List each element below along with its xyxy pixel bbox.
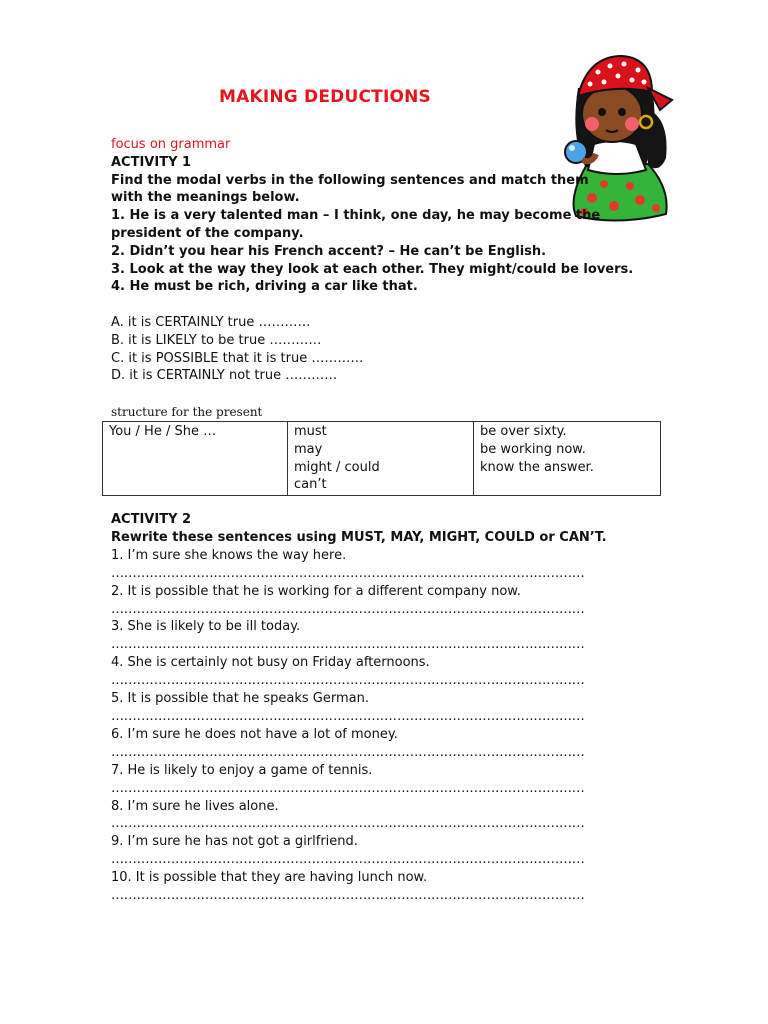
activity-1-sentence-line: 1. He is a very talented man – I think, one day, he may become the: [111, 208, 601, 224]
activity-1-sentence-line: 2. Didn’t you hear his French accent? – He can’t be English.: [111, 243, 547, 259]
answer-line[interactable]: …………………………………………………………………………………………………: [111, 780, 585, 796]
answer-line[interactable]: …………………………………………………………………………………………………: [111, 673, 585, 689]
exercise-item: 3. She is likely to be ill today.: [111, 619, 301, 635]
meaning-item: C. it is POSSIBLE that it is true …………: [111, 350, 364, 366]
meanings-list: [111, 314, 671, 385]
structure-subject-cell: [103, 422, 288, 496]
structure-caption: structure for the present: [111, 405, 263, 419]
answer-line[interactable]: …………………………………………………………………………………………………: [111, 744, 585, 760]
exercise-item: 8. I’m sure he lives alone.: [111, 798, 279, 814]
structure-verb: be working now.: [480, 441, 586, 457]
activity-1-sentence-line: 4. He must be rich, driving a car like that.: [111, 279, 418, 295]
meaning-item: B. it is LIKELY to be true …………: [111, 332, 322, 348]
exercise-item: 7. He is likely to enjoy a game of tennis.: [111, 762, 373, 778]
structure-verb: know the answer.: [480, 459, 594, 475]
structure-modal: can’t: [294, 477, 327, 493]
structure-modal: might / could: [294, 459, 380, 475]
exercise-item: 2. It is possible that he is working for a different company now.: [111, 583, 521, 599]
answer-line[interactable]: …………………………………………………………………………………………………: [111, 816, 585, 832]
activity-1-instruction-line: with the meanings below.: [111, 190, 300, 206]
structure-modal: may: [294, 441, 323, 457]
activity-2-section: [111, 511, 671, 905]
answer-line[interactable]: …………………………………………………………………………………………………: [111, 708, 585, 724]
activity-1-sentence-line: president of the company.: [111, 225, 304, 241]
activity-1-sentence-line: 3. Look at the way they look at each other. They might/could be lovers.: [111, 261, 634, 277]
exercise-item: 1. I’m sure she knows the way here.: [111, 547, 347, 563]
answer-line[interactable]: …………………………………………………………………………………………………: [111, 852, 585, 868]
exercise-item: 6. I’m sure he does not have a lot of money.: [111, 726, 398, 742]
structure-modal-cell: [288, 422, 474, 496]
answer-line[interactable]: …………………………………………………………………………………………………: [111, 565, 585, 581]
answer-line[interactable]: …………………………………………………………………………………………………: [111, 888, 585, 904]
answer-line[interactable]: …………………………………………………………………………………………………: [111, 601, 585, 617]
exercise-item: 4. She is certainly not busy on Friday afternoons.: [111, 655, 430, 671]
page-title: MAKING DEDUCTIONS: [218, 87, 432, 107]
activity-2-heading: ACTIVITY 2: [111, 512, 192, 527]
activity-1-heading: ACTIVITY 1: [111, 154, 192, 170]
activity-1-instruction-line: Find the modal verbs in the following sentences and match them: [111, 172, 589, 188]
meaning-item: D. it is CERTAINLY not true …………: [111, 368, 338, 384]
exercise-item: 10. It is possible that they are having lunch now.: [111, 870, 428, 886]
exercise-item: 5. It is possible that he speaks German.: [111, 691, 369, 707]
structure-subject: You / He / She …: [109, 424, 217, 439]
structure-verb-cell: [474, 422, 661, 496]
focus-label: focus on grammar: [111, 137, 231, 152]
structure-table: [102, 421, 661, 496]
structure-verb: be over sixty.: [480, 424, 567, 439]
activity-1-section: [111, 136, 671, 296]
activity-2-instruction: Rewrite these sentences using MUST, MAY, MIGHT, COULD or CAN’T.: [111, 529, 607, 545]
exercise-item: 9. I’m sure he has not got a girlfriend.: [111, 834, 358, 850]
answer-line[interactable]: …………………………………………………………………………………………………: [111, 637, 585, 653]
meaning-item: A. it is CERTAINLY true …………: [111, 315, 311, 330]
structure-modal: must: [294, 424, 327, 439]
